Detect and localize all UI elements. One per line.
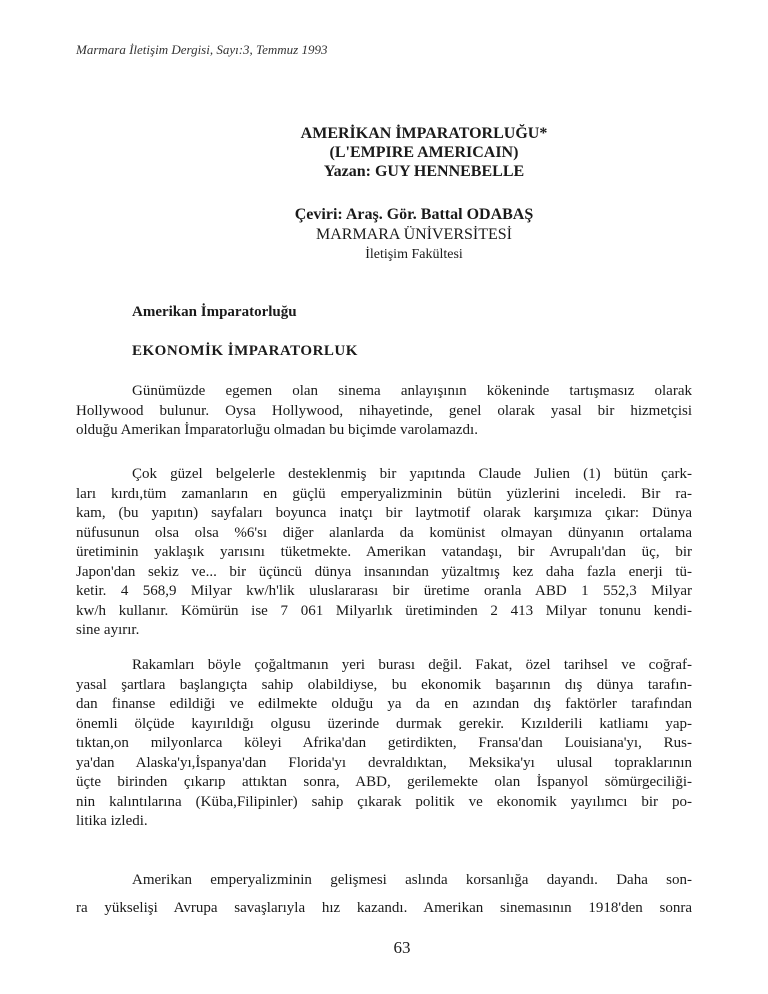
- paragraph-line: önemli ölçüde kayırıldığı olgusu üzerinde durmak gerekir. Kızılderili katliamı yap-: [76, 715, 692, 732]
- paragraph-line: nin kalıntılarına (Küba,Filipinler) sahip çıkarak politik ve ekonomik yayılımcı bir po-: [76, 793, 692, 810]
- translator-block: [0, 205, 768, 265]
- faculty-line: İletişim Fakültesi: [365, 247, 463, 262]
- paragraph-line: ra yükselişi Avrupa savaşlarıyla hız kazandı. Amerikan sinemasının 1918'den sonra: [76, 900, 692, 916]
- journal-header: Marmara İletişim Dergisi, Sayı:3, Temmuz 1993: [76, 42, 328, 57]
- section-subtitle: EKONOMİK İMPARATORLUK: [132, 343, 358, 359]
- paragraph-line: Çok güzel belgelerle desteklenmiş bir yapıtında Claude Julien (1) bütün çark-: [132, 466, 692, 482]
- paragraph-line: dan finanse edildiği ve edilmekte olduğu ya da en azından dış faktörler tarafından: [76, 696, 692, 712]
- paragraph-4: [76, 866, 692, 922]
- paragraph-2: [76, 465, 692, 641]
- section-title: Amerikan İmparatorluğu: [132, 304, 297, 320]
- paragraph-line: tıktan,on milyonlarca köleyi Afrika'dan getirdikten, Fransa'dan Louisiana'yı, Rus-: [76, 735, 692, 751]
- translator-line: Çeviri: Araş. Gör. Battal ODABAŞ: [294, 206, 534, 223]
- title-line-2: (L'EMPIRE AMERICAIN): [329, 144, 519, 161]
- paragraph-line: Amerikan emperyalizminin gelişmesi aslında korsanlığa dayandı. Daha son-: [132, 872, 692, 888]
- paragraph-line: ya'dan Alaska'yı,İspanya'dan Florida'yı devraldıktan, Meksika'yı ulusal topraklarının: [76, 754, 692, 771]
- paragraph-line: ketir. 4 568,9 Milyar kw/h'lik uluslararası bir üretime oranla ABD 1 552,3 Milyar: [76, 583, 692, 599]
- paragraph-line: kw/h kullanır. Kömürün ise 7 061 Milyarlık üretiminden 2 413 Milyar tonunu kendi-: [76, 602, 692, 619]
- paragraph-line: Günümüzde egemen olan sinema anlayışının kökeninde tartışmasız olarak: [132, 383, 692, 399]
- article-title: [0, 124, 768, 181]
- paragraph-line: Rakamları böyle çoğaltmanın yeri burası değil. Fakat, özel tarihsel ve coğraf-: [132, 657, 692, 673]
- paragraph-line: nüfusunun olsa olsa %6'sı diğer alanlarda da komünist olmayan dünyanın ortalama: [76, 524, 692, 541]
- paragraph-line: üretiminin yaklaşık yarısını tüketmekte. Amerikan vatandaşı, bir Avrupalı'dan üç, bir: [76, 544, 692, 560]
- paragraph-1: [76, 382, 692, 441]
- paragraph-line: Hollywood bulunur. Oysa Hollywood, nihayetinde, genel olarak yasal bir hizmetçisi: [76, 402, 692, 419]
- author-line: Yazan: GUY HENNEBELLE: [323, 163, 525, 180]
- paragraph-line: yasal şartlara başlangıçta sahip olabildiyse, bu ekonomik başarının dış dünya tarafın-: [76, 676, 692, 693]
- paragraph-line: ları kırdı,tüm zamanların en güçlü emperyalizminin bütün yüzlerini inceledi. Bir ra-: [76, 485, 692, 502]
- paragraph-line: üçte birinden çıkarıp attıktan sonra, ABD, gerilemekte olan İspanyol sömürgeciliği-: [76, 774, 692, 790]
- paragraph-line: olduğu Amerikan İmparatorluğu olmadan bu biçimde varolamazdı.: [76, 422, 478, 438]
- paragraph-line: kam, (bu yapıtın) sayfaları boyunca inatçı bir laytmotif olarak karşımıza çıkar: Dünya: [76, 505, 692, 521]
- paragraph-line: litika izledi.: [76, 813, 148, 829]
- university-line: MARMARA ÜNİVERSİTESİ: [315, 226, 512, 243]
- page-number: 63: [393, 938, 411, 957]
- paragraph-line: Japon'dan sekiz ve... bir üçüncü dünya insanından yüzaltmış kez daha fazla enerji tü-: [76, 563, 692, 580]
- title-line-1: AMERİKAN İMPARATORLUĞU*: [300, 125, 548, 142]
- paragraph-3: [76, 656, 692, 832]
- paragraph-line: sine ayırır.: [76, 622, 140, 638]
